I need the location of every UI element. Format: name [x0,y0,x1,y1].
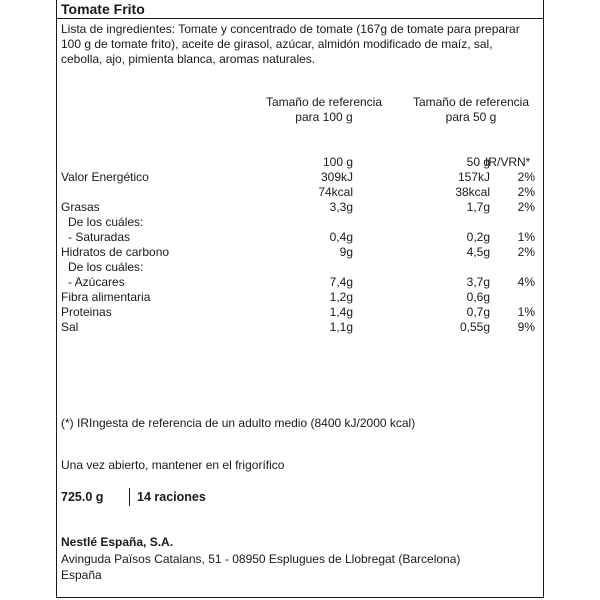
row-value-50g: 4,5g [466,245,490,259]
row-value-50g: 0,6g [466,290,490,304]
row-label-fat: Grasas [61,200,100,214]
row-value-50g: 157kJ [457,170,490,184]
servings-count: 14 raciones [137,490,206,504]
row-value-100g: 1,4g [329,305,353,319]
company-name: Nestlé España, S.A. [61,535,174,549]
row-value-ir: 4% [517,275,535,289]
row-value-50g: 0,55g [459,320,490,334]
row-label-protein: Proteinas [61,305,112,319]
company-address: Avinguda Països Catalans, 51 - 08950 Esplugues de Llobregat (Barcelona) [61,552,461,566]
row-value-50g: 0,2g [466,230,490,244]
row-value-ir: 2% [517,170,535,184]
row-value-ir: 1% [517,305,535,319]
quantity-separator [129,488,130,506]
row-label-energy: Valor Energético [61,170,149,184]
row-value-ir: 1% [517,230,535,244]
row-value-50g: 3,7g [466,275,490,289]
storage-instructions: Una vez abierto, mantener en el frigorífico [61,458,285,472]
header-per-50g: Tamaño de referencia para 50 g [412,95,530,124]
ingredients-list: Lista de ingredientes: Tomate y concentrado de tomate (167g de tomate para preparar 100 g de tomate frito), aceite de girasol, azúcar, almidón modificado de maíz, sal, cebolla, ajo, pimienta blanca, aromas naturales. [61,22,520,66]
product-title: Tomate Frito [61,1,145,17]
header-per-100g: Tamaño de referencia para 100 g [265,95,383,124]
row-value-50g: 0,7g [466,305,490,319]
units-ir-vrn: IR/VRN* [485,155,531,169]
row-value-ir: 2% [517,200,535,214]
row-label-carbohydrates: Hidratos de carbono [61,245,170,259]
row-value-ir: 2% [517,185,535,199]
row-value-100g: 1,2g [329,290,353,304]
row-label-salt: Sal [61,320,79,334]
row-label-fibre: Fibra alimentaria [61,290,151,304]
row-label-of-which: De los cuáles: [68,260,144,274]
row-value-100g: 74kcal [318,185,353,199]
company-country: España [61,568,102,582]
units-100g: 100 g [322,155,353,169]
row-value-100g: 3,3g [329,200,353,214]
row-value-100g: 9g [339,245,353,259]
row-label-saturated: - Saturadas [68,230,131,244]
row-value-100g: 7,4g [329,275,353,289]
reference-intake-footnote: (*) IRIngesta de referencia de un adulto medio (8400 kJ/2000 kcal) [61,416,416,430]
row-value-50g: 38kcal [455,185,490,199]
row-value-ir: 2% [517,245,535,259]
net-weight: 725.0 g [61,490,104,504]
units-50g: 50 g [466,155,490,169]
row-value-ir: 9% [517,320,535,334]
title-divider [57,18,543,19]
row-value-100g: 1,1g [329,320,353,334]
row-label-sugars: - Azúcares [68,275,125,289]
row-value-100g: 309kJ [320,170,353,184]
row-value-100g: 0,4g [329,230,353,244]
row-label-of-which: De los cuáles: [68,215,144,229]
row-value-50g: 1,7g [466,200,490,214]
